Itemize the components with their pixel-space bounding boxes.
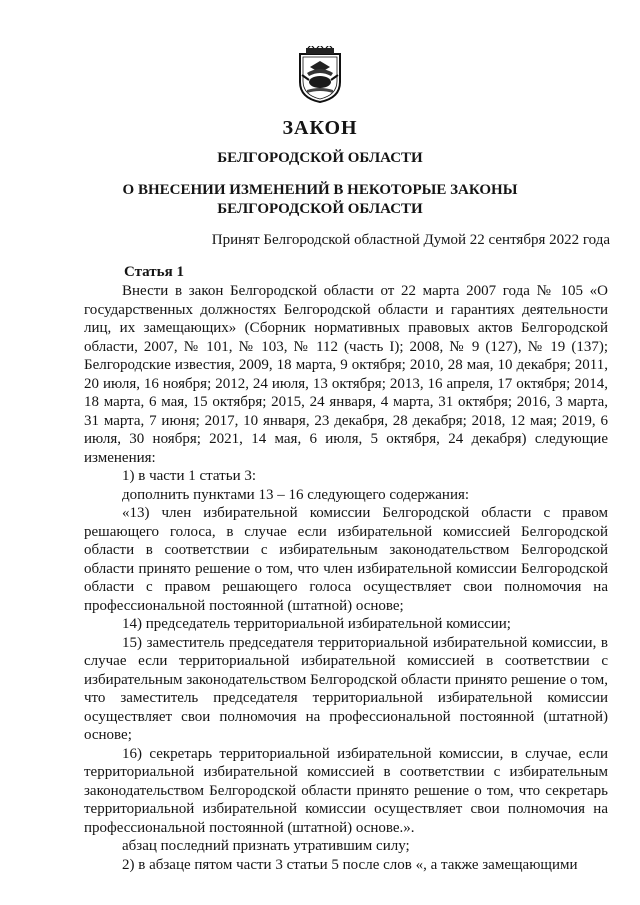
law-subject-line-2: БЕЛГОРОДСКОЙ ОБЛАСТИ bbox=[217, 201, 423, 217]
paragraph-1: Внести в закон Белгородской области от 22 марта 2007 года № 105 «О государственных должностях Белгородской области и гарантиях деятельности лиц, их замещающих» (Сборник нормативных правовых актов Белгородской области, 2007, № 101, № 103, № 112 (часть I); 2008, № 9 (127), № 19 (137); Белгородские известия, 2009, 18 марта, 9 октября; 2010, 28 мая, 10 декабря; 2011, 20 июля, 16 ноября; 2012, 24 июля, 13 октября; 2013, 16 апреля, 17 октября; 2014, 18 марта, 6 мая, 15 октября; 2015, 24 января, 4 марта, 31 октября; 2016, 3 марта, 31 марта, 7 июня; 2017, 10 января, 23 декабря, 28 декабря; 2018, 12 мая; 2019, 6 июля, 30 ноября; 2021, 14 мая, 6 июля, 5 октября, 24 декабря) следующие изменения: bbox=[84, 283, 608, 466]
law-title: ЗАКОН bbox=[282, 117, 358, 139]
adoption-note: Принят Белгородской областной Думой 22 сентября 2022 года bbox=[211, 232, 610, 248]
region-title: БЕЛГОРОДСКОЙ ОБЛАСТИ bbox=[217, 150, 423, 166]
article-heading: Статья 1 bbox=[124, 264, 184, 280]
law-subject bbox=[0, 181, 640, 219]
paragraph-7: 16) секретарь территориальной избирательной комиссии, в случае, если территориальной избирательной комиссией в соответствии с избирательным законодательством Белгородской области принято решение о том, что секретарь территориальной избирательной комиссии осуществляет свои полномочия на профессиональной постоянной (штатной) основе.». bbox=[84, 745, 608, 836]
paragraph-2: 1) в части 1 статьи 3: bbox=[122, 468, 257, 484]
paragraph-3: дополнить пунктами 13 – 16 следующего содержания: bbox=[122, 486, 470, 503]
article-body bbox=[84, 282, 608, 874]
paragraph-6: 15) заместитель председателя территориальной избирательной комиссии, в случае если территориальной избирательной комиссией в соответствии с избирательным законодательством Белгородской области принято решение о том, что заместитель председателя территориальной избирательной комиссии осуществляет свои полномочия на профессиональной постоянной (штатной) основе; bbox=[84, 634, 608, 743]
paragraph-8: абзац последний признать утратившим силу; bbox=[122, 838, 410, 854]
paragraph-5: 14) председатель территориальной избирательной комиссии; bbox=[122, 616, 511, 632]
law-subject-line-1: О ВНЕСЕНИИ ИЗМЕНЕНИЙ В НЕКОТОРЫЕ ЗАКОНЫ bbox=[122, 182, 518, 198]
paragraph-9: 2) в абзаце пятом части 3 статьи 5 после слов «, а также замещающими bbox=[122, 856, 578, 873]
belgorod-coat-of-arms-icon bbox=[297, 46, 343, 104]
paragraph-4: «13) член избирательной комиссии Белгородской области с правом решающего голоса, в случае если избирательной комиссией Белгородской области в соответствии с избирательным законодательством Белгородской области принято решение о том, что член избирательной комиссии Белгородской области с правом решающего голоса осуществляет свои полномочия на профессиональной постоянной (штатной) основе; bbox=[84, 505, 608, 614]
